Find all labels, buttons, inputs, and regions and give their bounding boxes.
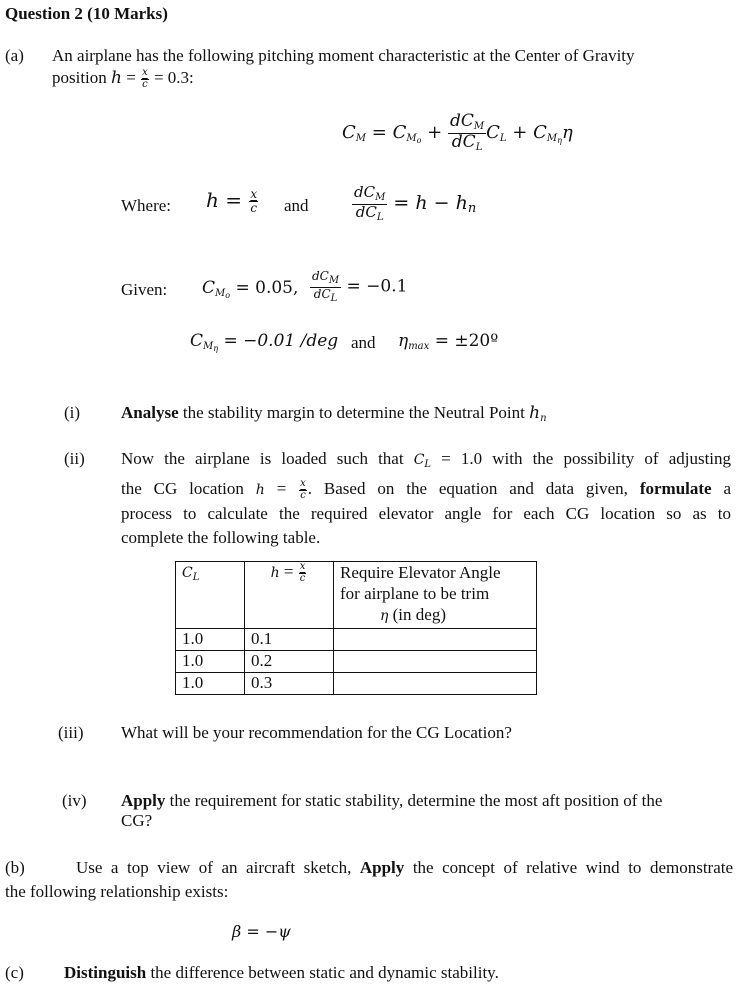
h-fraction: $\frac{x}{c}$ bbox=[142, 67, 148, 90]
header-cl: $C_L$ bbox=[176, 562, 245, 629]
etamax-value: = ±20º bbox=[434, 331, 499, 351]
h-definition: h = $\frac{x}{c}$ bbox=[206, 187, 258, 215]
slope-definition: $\frac{dC_M}{dC_L}$ = $h - h_n$ bbox=[354, 183, 477, 223]
cmeta-value: = −0.01 /deg bbox=[223, 331, 339, 351]
table-row: 1.0 0.3 bbox=[176, 673, 537, 695]
part-c-text: Distinguish the difference between static and dynamic stability. bbox=[64, 963, 499, 982]
header-elevator-angle: Require Elevator Angle for airplane to be trim η (in deg) bbox=[334, 562, 537, 629]
cmeta-given: $C_{M_\eta} = -0.01$ /deg bbox=[190, 331, 339, 353]
and-label-2: and bbox=[351, 333, 376, 352]
cm0-given: $C_{M_o} = 0.05$, bbox=[202, 278, 299, 300]
sub-iv-label: (iv) bbox=[62, 791, 87, 810]
apply-keyword-b: Apply bbox=[359, 858, 405, 877]
elevator-angle-cell[interactable] bbox=[334, 673, 537, 695]
slope-given: $\frac{dC_M}{dC_L}$ = −0.1 bbox=[312, 269, 408, 304]
sub-iii-label: (iii) bbox=[58, 723, 84, 742]
part-c-label: (c) bbox=[5, 963, 24, 982]
formulate-keyword: formulate bbox=[639, 479, 712, 498]
trim-table bbox=[175, 561, 537, 695]
header-h: h = $\frac{x}{c}$ bbox=[245, 562, 334, 629]
moment-equation: $C_M = C_{M_o}$ + $\frac{dC_M}{dC_L}$ $C_L + C_{M_\eta}\eta$ bbox=[342, 111, 573, 153]
h-symbol: h bbox=[111, 68, 122, 88]
sub-iii-text: What will be your recommendation for the CG Location? bbox=[121, 723, 512, 742]
h-value: = 0.3: bbox=[153, 68, 194, 87]
sub-iv-text: Apply the requirement for static stability, determine the most aft position of the CG? bbox=[121, 791, 663, 830]
beta-psi-equation: β = −ψ bbox=[232, 922, 291, 941]
analyse-keyword: Analyse bbox=[121, 403, 179, 422]
hn-symbol: $h_n$ bbox=[529, 403, 547, 424]
sub-i-label: (i) bbox=[64, 403, 81, 422]
elevator-angle-cell[interactable] bbox=[334, 629, 537, 651]
and-label: and bbox=[284, 196, 309, 215]
part-a-intro: An airplane has the following pitching moment characteristic at the Center of Gravity bbox=[52, 46, 635, 65]
distinguish-keyword: Distinguish bbox=[64, 963, 147, 982]
part-a-intro-line2: position h = $\frac{x}{c}$ = 0.3: bbox=[52, 67, 194, 90]
table-header-row bbox=[176, 562, 537, 629]
part-b-label: (b) bbox=[5, 858, 25, 877]
cm0-value: = 0.05, bbox=[235, 278, 299, 298]
sub-i-text: Analyse the stability margin to determine the Neutral Point $h_n$ bbox=[121, 403, 547, 424]
position-word: position bbox=[52, 68, 107, 87]
part-b-text: (b) Use a top view of an aircraft sketch, Apply the concept of relative wind to demonstrate the following relationship exists: bbox=[5, 858, 734, 901]
table-row: 1.0 0.1 bbox=[176, 629, 537, 651]
part-a-label: (a) bbox=[5, 46, 24, 65]
where-label: Where: bbox=[121, 196, 172, 215]
apply-keyword: Apply bbox=[121, 791, 166, 810]
etamax-given: $\eta_{max}$ = ±20º bbox=[398, 331, 499, 352]
slope-value: = −0.1 bbox=[346, 276, 408, 297]
question-title: Question 2 (10 Marks) bbox=[5, 4, 168, 23]
given-label: Given: bbox=[121, 280, 168, 299]
table-row: 1.0 0.2 bbox=[176, 651, 537, 673]
elevator-angle-cell[interactable] bbox=[334, 651, 537, 673]
sub-ii-text: Now the airplane is loaded such that $C_L = 1.0$ with the possibility of adjusting the CG location h = $\frac{x}{c}$ . Based on the equation and data given, formulate a process to calculate the required elevator angle for each CG location so as to complete the following table. bbox=[121, 449, 732, 547]
sub-ii-label: (ii) bbox=[64, 449, 85, 468]
